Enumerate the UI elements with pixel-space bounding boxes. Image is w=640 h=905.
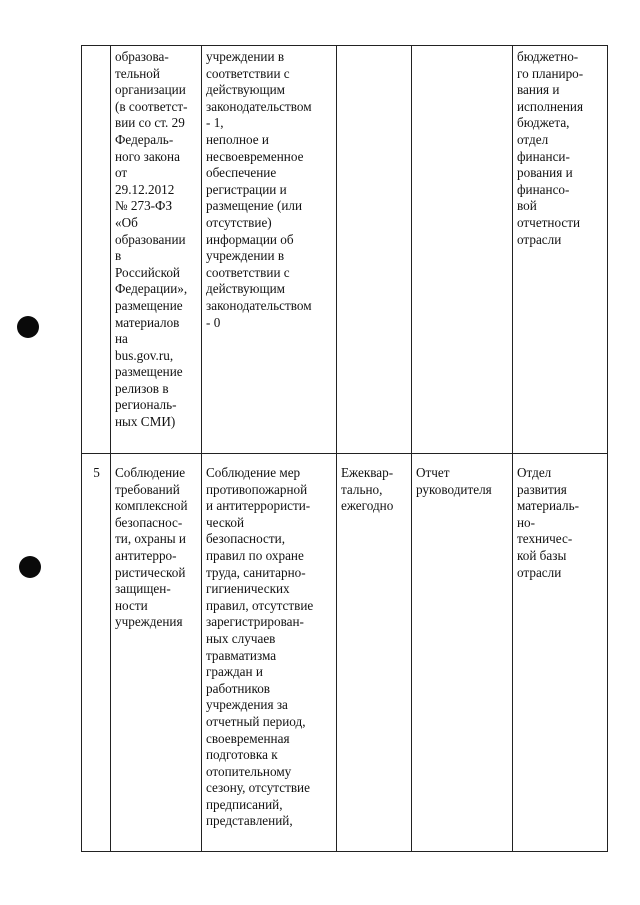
punch-hole-top [17,316,39,338]
table-row [82,46,608,454]
criteria-cell: учреждении в соответствии с действующим законодательством - 1, неполное и несвоевременное обеспечение регистрации и размещение (или отсутствие) информации об учреждении в соответствии с действующим законодательством - 0 [202,46,337,454]
periodicity-cell: Ежеквар- тально, ежегодно [337,454,412,852]
row-number-cell [82,46,111,454]
periodicity-cell [337,46,412,454]
reporting-cell: Отчет руководителя [412,454,513,852]
criteria-table [81,45,608,852]
indicator-cell: Соблюдение требований комплексной безопаснос- ти, охраны и антитерро- ристической защищен- ности учреждения [111,454,202,852]
responsible-cell: бюджетно- го планиро- вания и исполнения бюджета, отдел финанси- рования и финансо- вой отчетности отрасли [513,46,608,454]
reporting-cell [412,46,513,454]
row-number-cell: 5 [82,454,111,852]
indicator-cell: образова- тельной организации (в соответст- вии со ст. 29 Федераль- ного закона от 29.12.2012 № 273-ФЗ «Об образовании в Российской Федерации», размещение материалов на bus.gov.ru, размещение релизов в региональ- ных СМИ) [111,46,202,454]
table-row [82,454,608,852]
punch-hole-bottom [19,556,41,578]
criteria-cell: Соблюдение мер противопожарной и антитеррористи- ческой безопасности, правил по охране труда, санитарно- гигиенических правил, отсутствие зарегистрирован- ных случаев травматизма граждан и работников учреждения за отчетный период, своевременная подготовка к отопительному сезону, отсутствие предписаний, представлений, [202,454,337,852]
responsible-cell: Отдел развития материаль- но- техничес- кой базы отрасли [513,454,608,852]
